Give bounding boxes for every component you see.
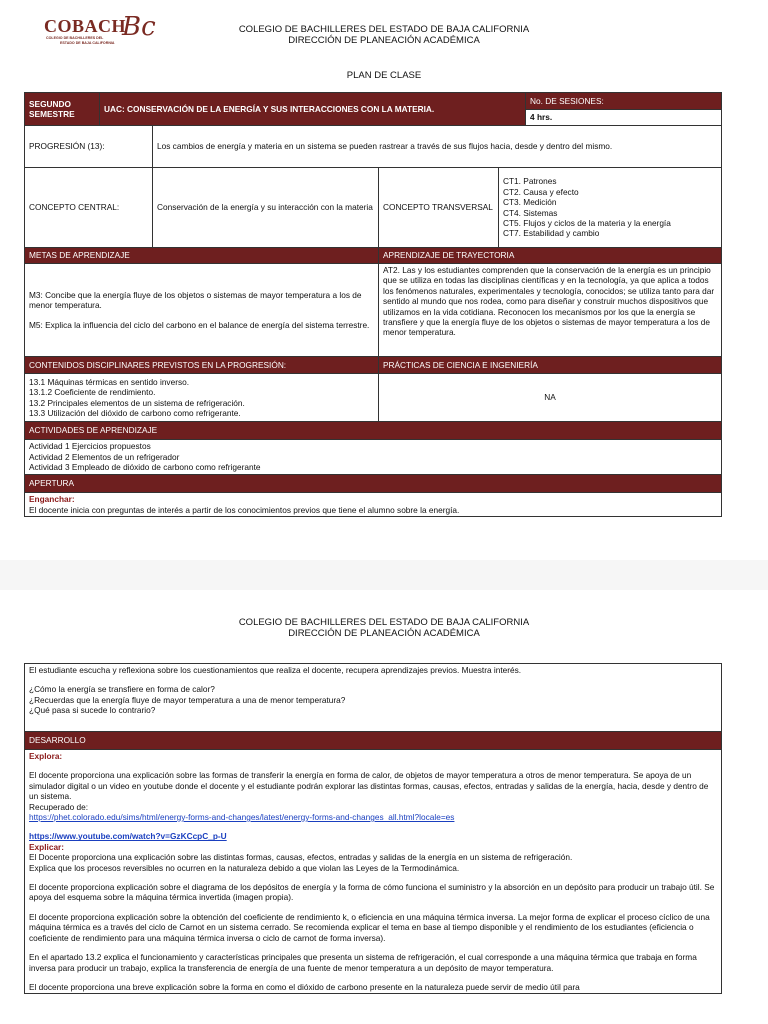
- concepto-transversal-label: CONCEPTO TRANSVERSAL: [379, 168, 499, 248]
- meta-m3: M3: Concibe que la energía fluye de los objetos o sistemas de mayor temperatura a los de menor temperatura.: [29, 289, 362, 311]
- practicas-value: NA: [379, 374, 722, 422]
- explora-text: El docente proporciona una explicación sobre las formas de transferir la energía en forma de calor, de objetos de mayor temperatura a otros de menor temperatura. Se apoya de un simulador digital o un video en youtube donde el docente y el estudiante podrán explorar las distintas formas, causas, efectos, entradas y salidas de la energía, hacia, desde y dentro de un sistema.: [29, 770, 709, 802]
- list-item: Actividad 3 Empleado de dióxido de carbono como refrigerante: [29, 462, 261, 473]
- explicar-label: Explicar:: [29, 841, 65, 852]
- youtube-video-link[interactable]: https://www.youtube.com/watch?v=GzKCcpC_p-U: [29, 831, 227, 842]
- logo-mark: Bc: [122, 12, 156, 42]
- list-item: CT7. Estabilidad y cambio: [503, 228, 600, 239]
- apertura-header: APERTURA: [25, 475, 722, 493]
- institution-header: [0, 24, 768, 46]
- enganchar-label: Enganchar:: [29, 494, 75, 505]
- desarrollo-content: [25, 750, 722, 994]
- list-item: 13.1 Máquinas térmicas en sentido inverso.: [29, 376, 190, 387]
- explicar-paragraph-4: En el apartado 13.2 explica el funcionamiento y características principales que presenta un sistema de refrigeración, el cual corresponde a una máquina térmica que trabaja en forma inversa para producir un trabajo, explica la transferencia de energía de una fuente de menor temperatura a un depósito de mayor temperatura.: [29, 952, 697, 973]
- list-item: 13.3 Utilización del dióxido de carbono como refrigerante.: [29, 407, 241, 418]
- meta-m5: M5: Explica la influencia del ciclo del carbono en el balance de energía del sistema terrestre.: [29, 319, 370, 330]
- document-title: PLAN DE CLASE: [346, 70, 422, 81]
- explicar-paragraph-3: El docente proporciona explicación sobre la obtención del coeficiente de rendimiento k, o eficiencia en una máquina térmica inversa. La mejor forma de explicar el proceso cíclico de una máquina térmica es a través del ciclo de Carnot en un sistema cerrado. Se recomienda explicar el tema en base al tiempo disponible y el rendimiento de los estudiantes (eficiencia o coeficiente de rendimiento para una máquina térmica inversa o ciclo de carnot de forma inversa).: [29, 911, 710, 943]
- list-item: CT5. Flujos y ciclos de la materia y la energía: [503, 217, 671, 228]
- logo-subtitle-1: COLEGIO DE BACHILLERES DEL: [46, 36, 104, 40]
- explicar-paragraph-1a: El Docente proporciona una explicación sobre las distintas formas, causas, efectos, entradas y salidas de la energía en un sistema de refrigeración.: [29, 852, 573, 863]
- list-item: CT4. Sistemas: [503, 207, 558, 218]
- apertura-student-content: [25, 664, 722, 732]
- list-item: 13.1.2 Coeficiente de rendimiento.: [29, 387, 156, 398]
- trayectoria-text: AT2. Las y los estudiantes comprenden que la conservación de la energía es un principio que se utiliza en todas las disciplinas científicas y en la tecnología, ya que aplica a todos los fenómenos naturales, experimentales y tecnología, conocidos; se utiliza tanto para dar sentido al mundo que nos rodea, como para diseñar y construir muchos dispositivos que utilizamos en la vida cotidiana. Reconocen los mecanismos por los que la energía se transfiere y que la energía fluye de los objetos o sistemas de mayor temperatura a los de menor temperatura.: [379, 264, 722, 357]
- progresion-label: PROGRESIÓN (13):: [25, 126, 153, 168]
- semester-cell: SEGUNDO SEMESTRE: [25, 93, 100, 126]
- metas-text: [25, 264, 379, 357]
- explicar-paragraph-1b: Explica que los procesos reversibles no ocurren en la naturaleza debido a que violan las Leyes de la Termodinámica.: [29, 862, 460, 873]
- institution-header-page-2: [0, 617, 768, 639]
- department-name: DIRECCIÓN DE PLANEACIÓN ACADÉMICA: [288, 628, 480, 639]
- enganchar-text: El docente inicia con preguntas de interés a partir de los conocimientos previos que tiene el alumno sobre la energía.: [29, 504, 460, 515]
- sessions-value: 4 hrs.: [526, 110, 722, 126]
- question-3: ¿Qué pasa si sucede lo contrario?: [29, 705, 156, 716]
- recuperado-label: Recuperado de:: [29, 801, 89, 812]
- concepto-central-text: Conservación de la energía y su interacción con la materia: [153, 168, 379, 248]
- explicar-paragraph-5: El docente proporciona una breve explicación sobre la forma en como el dióxido de carbono presente en la naturaleza puede servir de medio útil para: [29, 981, 580, 992]
- plan-table: [24, 92, 722, 517]
- phet-simulator-link[interactable]: https://phet.colorado.edu/sims/html/energy-forms-and-changes/latest/energy-forms-and-changes_all.html?locale=es: [29, 812, 455, 823]
- plan-table-continued: [24, 663, 722, 994]
- list-item: Actividad 2 Elementos de un refrigerador: [29, 451, 180, 462]
- concepto-central-label: CONCEPTO CENTRAL:: [25, 168, 153, 248]
- logo-wordmark: COBACH: [44, 16, 127, 36]
- desarrollo-header: DESARROLLO: [25, 732, 722, 750]
- practicas-header: PRÁCTICAS DE CIENCIA E INGENIERÍA: [379, 357, 722, 374]
- actividades-header: ACTIVIDADES DE APRENDIZAJE: [25, 422, 722, 440]
- explora-label: Explora:: [29, 751, 63, 761]
- progresion-text: Los cambios de energía y materia en un sistema se pueden rastrear a través de sus flujos hacia, desde y dentro del mismo.: [153, 126, 722, 168]
- list-item: CT2. Causa y efecto: [503, 186, 579, 197]
- ct-list: [499, 168, 722, 248]
- sessions-label: No. DE SESIONES:: [526, 93, 722, 110]
- question-2: ¿Recuerdas que la energía fluye de mayor temperatura a una de menor temperatura?: [29, 694, 346, 705]
- department-name: DIRECCIÓN DE PLANEACIÓN ACADÉMICA: [288, 35, 480, 46]
- question-1: ¿Cómo la energía se transfiere en forma de calor?: [29, 684, 215, 695]
- list-item: Actividad 1 Ejercicios propuestos: [29, 441, 151, 452]
- page-2: [0, 590, 768, 1024]
- logo-subtitle-2: ESTADO DE BAJA CALIFORNIA: [60, 41, 115, 45]
- institution-name: COLEGIO DE BACHILLERES DEL ESTADO DE BAJA CALIFORNIA: [238, 617, 530, 628]
- actividades-list: [25, 440, 722, 475]
- contenidos-header: CONTENIDOS DISCIPLINARES PREVISTOS EN LA PROGRESIÓN:: [25, 357, 379, 374]
- contenidos-list: [25, 374, 379, 422]
- list-item: CT3. Medición: [503, 197, 557, 208]
- list-item: CT1. Patrones: [503, 176, 557, 187]
- uac-title: UAC: CONSERVACIÓN DE LA ENERGÍA Y SUS INTERACCIONES CON LA MATERIA.: [100, 93, 526, 126]
- explicar-paragraph-2: El docente proporciona explicación sobre el diagrama de los depósitos de energía y la forma de cómo funciona el suministro y la absorción en un depósito para producir un trabajo útil. Se apoya del esquema sobre la máquina térmica invertida (imagen propia).: [29, 882, 715, 903]
- student-intro: El estudiante escucha y reflexiona sobre los cuestionamientos que realiza el docente, recupera aprendizajes previos. Muestra interés.: [29, 665, 522, 675]
- trayectoria-header: APRENDIZAJE DE TRAYECTORIA: [379, 248, 722, 264]
- list-item: 13.2 Principales elementos de un sistema de refrigeración.: [29, 397, 245, 408]
- institution-name: COLEGIO DE BACHILLERES DEL ESTADO DE BAJA CALIFORNIA: [238, 24, 530, 35]
- apertura-content: [25, 493, 722, 517]
- metas-header: METAS DE APRENDIZAJE: [25, 248, 379, 264]
